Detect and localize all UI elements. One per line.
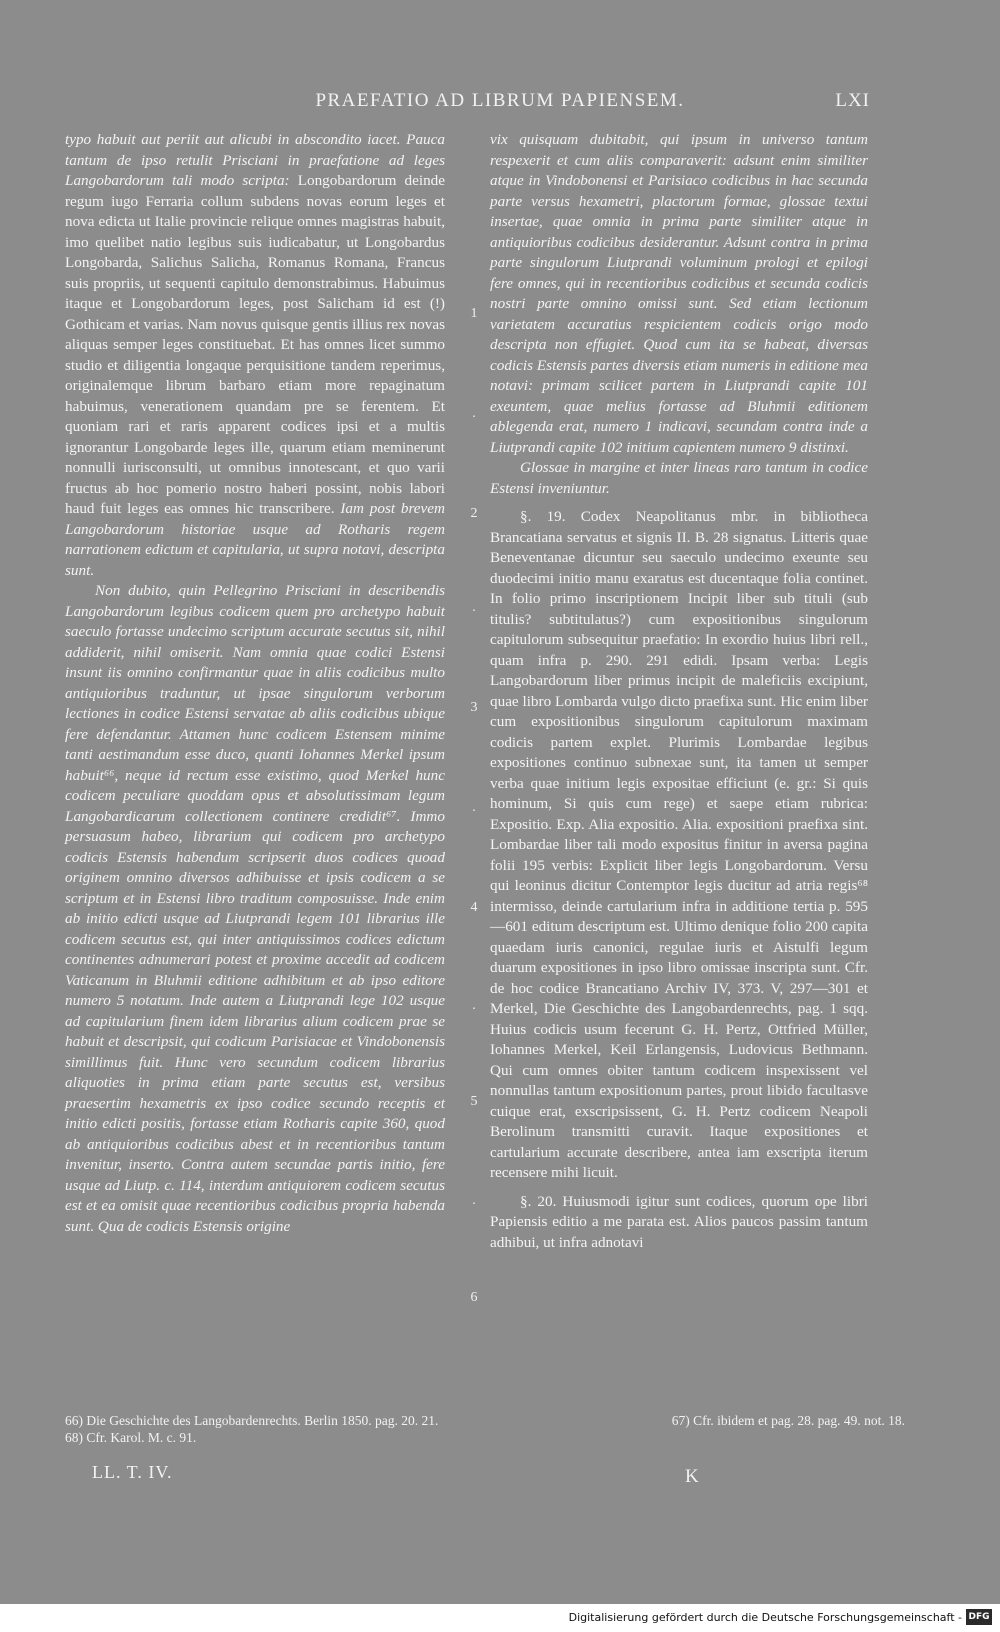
left-text-column xyxy=(65,130,445,1237)
footnote-68: 68) Cfr. Karol. M. c. 91. xyxy=(65,1430,197,1445)
paragraph-right-1: vix quisquam dubitabit, qui ipsum in universo tantum respexerit et cum aliis comparaverit: adsunt enim similiter atque in Vindobonensi et Parisiaco codicibus in hac secunda parte versus hexametri, plactorum formae, glossae textui insertae, quae omnia in prima parte similiter atque in antiquioribus codicibus desiderantur. Adsunt contra in prima parte singulorum Liutprandi voluminum prologi et epilogi fere omnes, qui in recentioribus codicibus et secunda codicis nostri parte omnino omissi sunt. Sed etiam lectionum varietatem accuratius respicientem codicis origo modo descripta non effugiet. Quod cum ita se habeat, diversas codicis Estensis partes diversis etiam numeris in editione mea notavi: primam scilicet partem in Liutprandi capite 101 exeuntem, quae melius fortasse ad Bluhmii editionem ablegenda erat, numero 1 indicavi, secundam contra inde a Liutprandi capite 102 initium capientem numero 9 distinxi. xyxy=(490,131,868,456)
dfg-logo-icon: DFG xyxy=(966,1609,992,1625)
margin-line-number: 3 xyxy=(470,700,478,715)
paragraph-left-1 xyxy=(65,130,445,581)
footnote-66: 66) Die Geschichte des Langobardenrechts. Berlin 1850. pag. 20. 21. xyxy=(65,1413,439,1428)
paragraph-section-20: §. 20. Huiusmodi igitur sunt codices, quorum ope libri Papiensis editio a me parata est. Alios paucos passim tantum adhibui, ut infra adnotavi xyxy=(490,1192,868,1251)
margin-line-number: 5 xyxy=(470,1094,478,1109)
margin-line-number: . xyxy=(472,406,476,421)
page-number: LXI xyxy=(835,90,870,111)
right-text-column xyxy=(490,130,868,1253)
paragraph-left-2: Non dubito, quin Pellegrino Prisciani in describendis Langobardorum legibus codicem quem pro archetypo habuit saeculo fortasse undecimo scriptum accurate secutus sit, nihil addiderit, nihil omiserit. Nam omnia quae codici Estensi insunt iis omnino confirmantur quae in aliis codicibus multo antiquioribus traduntur, ut ipsae singulorum verborum lectiones in codice Estensi servatae ab aliis codicibus ubique fere defendantur. Attamen hunc codicem Estensem minime tanti aestimandum esse duco, quanti Iohannes Merkel ipsum habuit⁶⁶, neque id rectum esse existimo, quod Merkel hunc codicem peculiare quoddam opus et absolutissimam legum Langobardicarum collectionem continere credidit⁶⁷. Immo persuasum habeo, librarium qui codicem pro archetypo codicis Estensis habendum scripserit duos codices quoad originem omnino diversos adhibuisse et ipsis codicem a se scriptum et in Estensi libro traditum composuisse. Inde enim ab initio edicti usque ad Liutprandi legem 101 librarius ille codicem secutus est, qui inter antiquissimos codices edictum continentes adnumerari potest et proxime accedit ad codicem Vaticanum in Bluhmii editione adhibitum et ab ipso editore numero 5 notatum. Inde autem a Liutprandi lege 102 usque ad capitularium finem idem librarius alium codicem prae se habuit et descripsit, qui codicum Parisiacae et Vindobonensis simillimus fuit. Hunc vero secundum codicem librarius aliquoties in prima etiam parte secutus est, versibus praesertim hexametris ex ipso codice secundo receptis et initio edicti positis, fortasse etiam Rotharis capite 360, quod ab antiquioribus codicibus abest et in recentioribus tantum invenitur, inserto. Contra autem secundae partis initio, fere usque ad Liutp. c. 114, interdum antiquiorem codicem secutus est et ea omisit quae recentioribus codicibus propria habenda sunt. Qua de codicis Estensis origine xyxy=(65,582,445,1235)
margin-line-number: . xyxy=(472,1193,476,1208)
margin-line-number: 2 xyxy=(470,506,478,521)
credit-text: Digitalisierung gefördert durch die Deutsche Forschungsgemeinschaft - xyxy=(568,1611,962,1624)
margin-line-number: . xyxy=(472,600,476,615)
margin-line-number: 4 xyxy=(470,900,478,915)
paragraph-section-19: §. 19. Codex Neapolitanus mbr. in bibliotheca Brancatiana servatus et signis II. B. 28 signatus. Litteris quae Beneventanae dicuntur seu saeculo undecimo exeunte seu duodecimi initio manu exaratus est ducentaque folia continet. In folio primo inscriptionem Incipit liber sub tituli (sub titulis? subtitulatus?) cum expositionibus singulorum capitulorum subsequitur praefatio: In exordio huius libri rell., quam infra p. 290. 291 edidi. Ipsam verba: Legis Langobardorum liber primus incipit de maleficiis excipiunt, quae libro Lombarda vulgo dicto praefixa sunt. Hic enim liber cum expositionibus singulorum capitulorum maximam codicis partem explet. Plurimis Lombardae legibus expositiones continuo subnexae sunt, ita tamen ut semper verba quae initium legis expositae efficiunt (e. gr.: Si quis hominum, Si quis cum rege) et saepe etiam rubrica: Expositio. Exp. Alia expositio. Alia. expositioni praefixa sint. Lombardae liber tali modo expositus finitur in aversa pagina folii 195 verbis: Explicit liber legis Longobardorum. Versu qui leoninus dicitur Contemptor legis ducitur ad atria regis⁶⁸ intermisso, deinde cartularium infra in additione tertia p. 595—601 editum descriptum est. Ultimo denique folio 200 capita quaedam iuris canonici, regulae iuris et Aistulfi legum duarum expositiones in ipso libro omissae inscripta sunt. Cfr. de hoc codice Brancatiano Archiv IV, 373. V, 297—301 et Merkel, Die Geschichte des Langobardenrechts, pag. 1 sqq. Huius codicis usum fecerunt G. H. Pertz, Ottfried Müller, Iohannes Merkel, Keil Erlangensis, Ludovicus Bethmann. Qui cum omnes obiter tantum codicem inspexissent vel nonnullas tantum expositionum partes, prout libido facultasve cuique erat, exscripsissent, G. H. Pertz codicem Neapoli Berolinum transmitti curavit. Itaque expositiones et cartularium accurate describere, antea iam exscripta iterum recensere mihi licuit. xyxy=(490,508,868,1181)
text-run: Iam post brevem Langobardorum historiae usque ad Rotharis regem narrationem edictum et capitularia, ut supra notavi, descripta sunt. xyxy=(65,500,445,579)
credit-bar xyxy=(0,1604,1000,1632)
text-run: typo habuit aut periit aut alicubi in abscondito iacet. Pauca tantum de ipso retulit Prisciani in praefatione ad leges Langobardorum tali modo scripta: xyxy=(65,131,445,189)
running-title: PRAEFATIO AD LIBRUM PAPIENSEM. xyxy=(315,90,685,111)
margin-line-number: . xyxy=(472,800,476,815)
text-run: Longobardorum deinde regum iugo Ferraria collum subdens novas eorum leges et nova edicta ut Italie provincie relique omnes magistras habuit, imo quelibet natio legibus suis iudicabatur, ut Longobardus Longobarda, Salichus Salicha, Romanus Romana, Francus suis propriis, ut sequenti capitulo demonstrabimus. Habuimus itaque et Longobardorum leges, post Salicham id est (!) Gothicam et varias. Nam novus quisque gentis illius rex novas aliquas semper leges constituebat. Et has omnes licet summo studio et diligentia longaque perquisitione tandem reperimus, originalemque librum barbaro etiam more repaginatum habuimus, venerationem quandam pre se ferentem. Et quoniam rari et raris apparent codices ipsi et a multis ignorantur Longobarde leges ille, quarum etiam meminerunt nonnulli iurisconsulti, ut omnibus innotescant, et quo varii fructus ab hoc pomerio nostro haberi possint, nobis labori haud fuit leges eas omnes hic transcribere. xyxy=(65,172,445,517)
paragraph-right-2: Glossae in margine et inter lineas raro tantum in codice Estensi inveniuntur. xyxy=(490,459,868,497)
footnotes xyxy=(65,1412,905,1446)
gathering-mark: K xyxy=(685,1466,699,1487)
footnote-67: 67) Cfr. ibidem et pag. 28. pag. 49. not. 18. xyxy=(671,1413,905,1428)
margin-line-number: . xyxy=(472,998,476,1013)
margin-line-number: 6 xyxy=(470,1290,478,1305)
margin-line-number: 1 xyxy=(470,306,478,321)
signature-mark: LL. T. IV. xyxy=(92,1462,173,1482)
